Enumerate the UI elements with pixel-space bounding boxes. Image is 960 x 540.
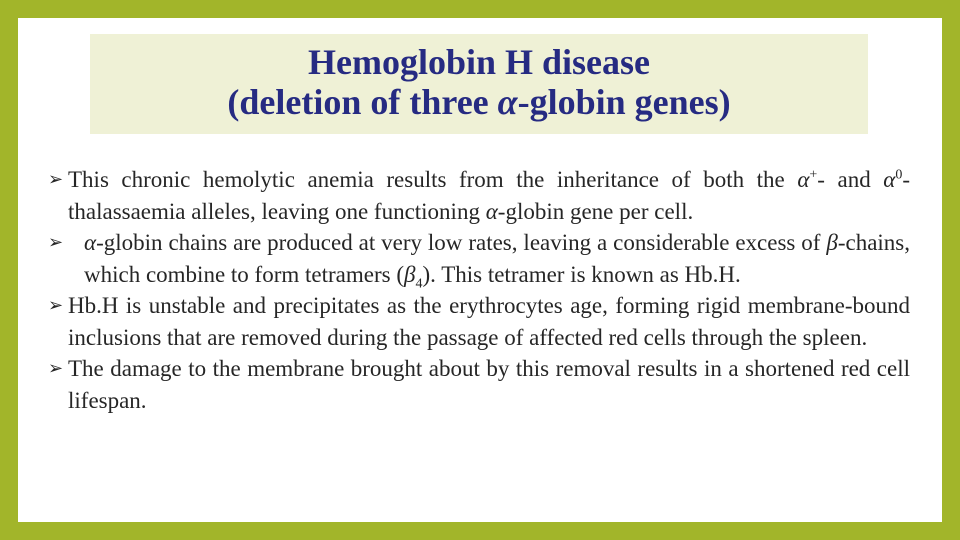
arrow-bullet-icon: ➢ <box>48 232 64 253</box>
title-line-2-end: -globin genes) <box>517 82 731 122</box>
bullet-item-3 <box>48 290 910 353</box>
arrow-bullet-icon: ➢ <box>48 358 64 379</box>
page-title <box>90 34 868 122</box>
title-alpha-symbol: α <box>497 82 518 122</box>
superscript-zero: 0 <box>895 167 903 183</box>
bullet-1-text-d: -globin gene per cell. <box>497 198 694 224</box>
alpha-symbol: α <box>797 167 810 192</box>
bullet-1-text-a: This chronic hemolytic anemia results from the inheritance of both the <box>68 167 798 192</box>
beta-symbol: β <box>403 261 416 287</box>
title-line-2 <box>227 82 730 122</box>
beta-symbol: β <box>826 230 838 255</box>
bullet-item-1 <box>48 164 910 227</box>
title-line-1: Hemoglobin H disease <box>307 42 651 82</box>
title-line-2-text: (deletion of three <box>227 82 498 122</box>
alpha-symbol: α <box>485 198 498 224</box>
bullet-1-text-b: - and <box>817 167 884 192</box>
bullet-item-2 <box>48 227 910 290</box>
subscript-four: 4 <box>415 276 423 292</box>
bullet-item-4 <box>48 353 910 416</box>
alpha-symbol: α <box>84 230 97 255</box>
bullet-2-text-b: -chains, which combine to form tetramers ( <box>84 230 910 287</box>
alpha-symbol: α <box>883 167 896 192</box>
bullet-4-text: The damage to the membrane brought about by this removal results in a shortened red cell lifespan. <box>68 356 910 413</box>
bullet-1-text-c: -thalassaemia alleles, leaving one functioning <box>68 167 910 224</box>
bullet-2-text-c: ). This tetramer is known as Hb.H. <box>422 261 741 287</box>
arrow-bullet-icon: ➢ <box>48 295 64 316</box>
superscript-plus: + <box>809 167 818 183</box>
bullet-3-text: Hb.H is unstable and precipitates as the erythrocytes age, forming rigid membrane-bound inclusions that are removed during the passage of affected red cells through the spleen. <box>68 293 910 350</box>
bullet-2-text-a: -globin chains are produced at very low rates, leaving a considerable excess of <box>96 230 827 255</box>
slide <box>18 18 942 522</box>
bullet-list <box>48 164 910 416</box>
title-box <box>90 34 868 134</box>
arrow-bullet-icon: ➢ <box>48 169 64 190</box>
